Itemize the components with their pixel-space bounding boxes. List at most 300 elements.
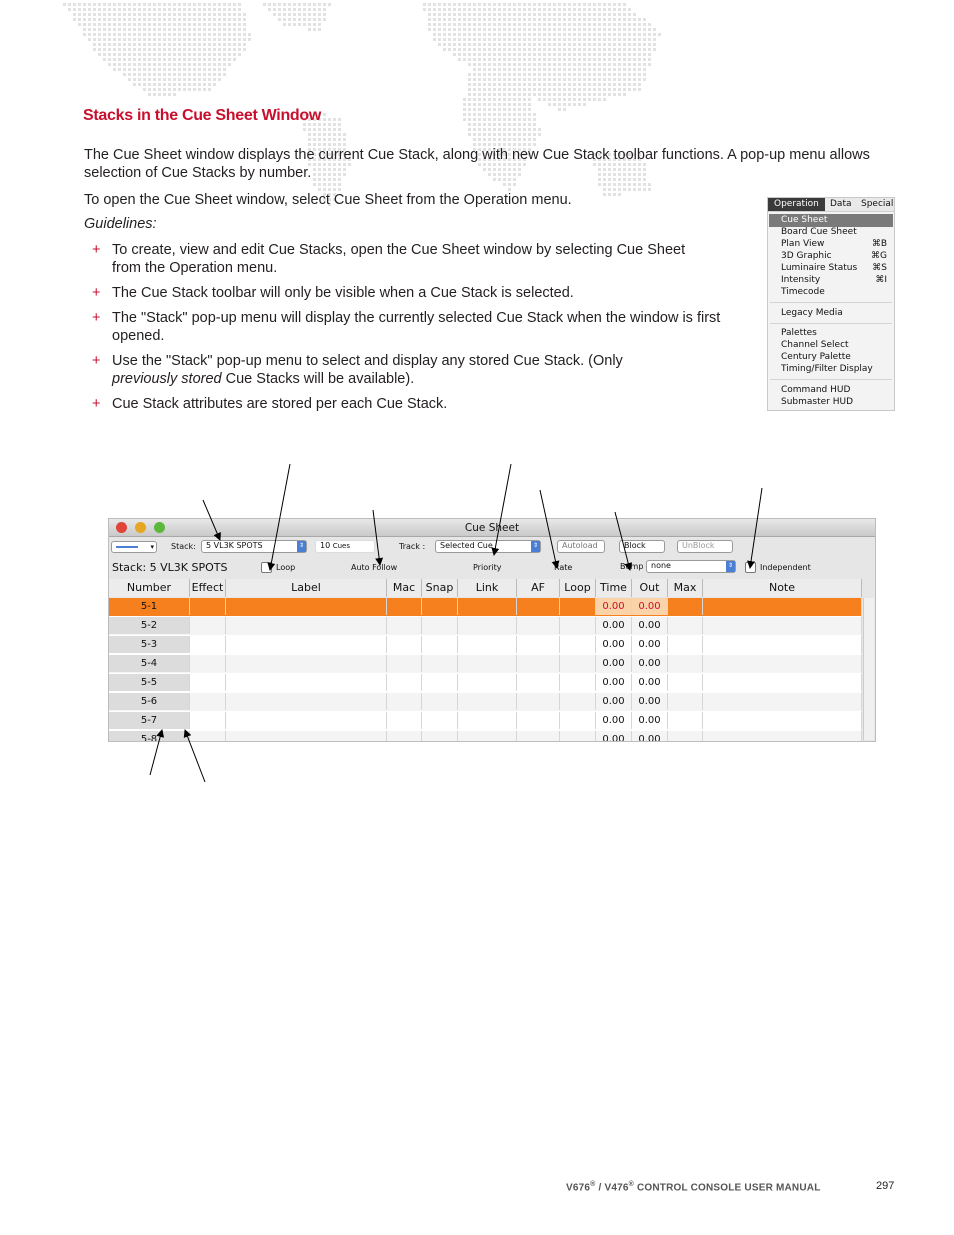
- map-dot: [508, 38, 511, 41]
- cue-cell[interactable]: [458, 617, 517, 634]
- cue-cell[interactable]: [703, 693, 862, 710]
- menu-item-palettes[interactable]: [781, 327, 887, 339]
- table-row[interactable]: [109, 674, 861, 693]
- cue-cell[interactable]: [387, 712, 422, 729]
- cue-cell[interactable]: [517, 712, 560, 729]
- map-dot: [498, 83, 501, 86]
- map-dot: [248, 38, 251, 41]
- map-dot: [523, 113, 526, 116]
- map-dot: [78, 18, 81, 21]
- vertical-scrollbar[interactable]: [863, 598, 874, 740]
- map-dot: [518, 108, 521, 111]
- menu-item-3d-graphic[interactable]: [781, 250, 887, 262]
- auto-follow-label[interactable]: Auto Follow: [351, 563, 398, 572]
- map-dot: [298, 8, 301, 11]
- cue-cell[interactable]: [560, 655, 596, 672]
- map-dot: [593, 78, 596, 81]
- map-dot: [103, 38, 106, 41]
- map-dot: [208, 43, 211, 46]
- map-dot: [518, 133, 521, 136]
- cue-cell[interactable]: [517, 655, 560, 672]
- cue-cell[interactable]: [387, 598, 422, 615]
- map-dot: [238, 33, 241, 36]
- map-dot: [548, 3, 551, 6]
- cue-cell[interactable]: [190, 617, 226, 634]
- cue-cell[interactable]: [668, 731, 703, 742]
- column-header-number[interactable]: Number: [109, 579, 190, 597]
- map-dot: [528, 43, 531, 46]
- table-row[interactable]: [109, 693, 861, 712]
- map-dot: [603, 183, 606, 186]
- cue-time-cell[interactable]: 0.00: [596, 636, 632, 653]
- map-dot: [443, 28, 446, 31]
- cue-cell[interactable]: [560, 598, 596, 615]
- map-dot: [193, 18, 196, 21]
- map-dot: [183, 68, 186, 71]
- map-dot: [163, 8, 166, 11]
- column-header-note[interactable]: Note: [703, 579, 862, 597]
- cue-cell[interactable]: [190, 693, 226, 710]
- map-dot: [318, 23, 321, 26]
- cue-cell[interactable]: [387, 731, 422, 742]
- map-dot: [523, 38, 526, 41]
- cue-cell[interactable]: [458, 598, 517, 615]
- bump-dropdown[interactable]: [646, 560, 736, 573]
- map-dot: [648, 53, 651, 56]
- cue-cell[interactable]: [668, 655, 703, 672]
- map-dot: [543, 38, 546, 41]
- cue-cell[interactable]: [517, 693, 560, 710]
- cue-cell[interactable]: [422, 598, 458, 615]
- map-dot: [538, 18, 541, 21]
- map-dot: [153, 78, 156, 81]
- map-dot: [628, 38, 631, 41]
- cue-cell[interactable]: [190, 636, 226, 653]
- view-options-dropdown[interactable]: [111, 541, 157, 553]
- table-row[interactable]: [109, 617, 861, 636]
- menu-item-board-cue-sheet[interactable]: [781, 226, 887, 238]
- cue-time-cell[interactable]: 0.00: [596, 655, 632, 672]
- map-dot: [133, 58, 136, 61]
- map-dot: [473, 133, 476, 136]
- map-dot: [448, 28, 451, 31]
- cue-cell[interactable]: [387, 655, 422, 672]
- cue-cell[interactable]: [458, 655, 517, 672]
- cue-out-cell[interactable]: 0.00: [632, 636, 668, 653]
- cue-cell[interactable]: [190, 712, 226, 729]
- map-dot: [638, 78, 641, 81]
- map-dot: [183, 3, 186, 6]
- cue-number-cell[interactable]: 5-1: [109, 598, 190, 615]
- menu-item-timing-filter-display[interactable]: [781, 363, 887, 375]
- menu-item-label: Luminaire Status: [781, 263, 858, 273]
- cue-cell[interactable]: [387, 617, 422, 634]
- cue-cell[interactable]: [668, 712, 703, 729]
- cue-out-cell[interactable]: 0.00: [632, 731, 668, 742]
- menu-tab-special[interactable]: Special: [861, 199, 894, 209]
- cue-time-cell[interactable]: 0.00: [596, 731, 632, 742]
- map-dot: [503, 103, 506, 106]
- map-dot: [143, 23, 146, 26]
- map-dot: [608, 33, 611, 36]
- map-dot: [438, 23, 441, 26]
- map-dot: [133, 43, 136, 46]
- cue-cell[interactable]: [422, 636, 458, 653]
- map-dot: [498, 18, 501, 21]
- map-dot: [183, 13, 186, 16]
- cue-out-cell[interactable]: 0.00: [632, 674, 668, 691]
- menu-item-cue-sheet[interactable]: [781, 214, 887, 226]
- map-dot: [208, 68, 211, 71]
- menu-item-century-palette[interactable]: [781, 351, 887, 363]
- map-dot: [318, 133, 321, 136]
- map-dot: [498, 53, 501, 56]
- map-dot: [483, 53, 486, 56]
- map-dot: [568, 103, 571, 106]
- map-dot: [553, 8, 556, 11]
- map-dot: [618, 23, 621, 26]
- menu-tab-data[interactable]: Data: [830, 199, 852, 209]
- cue-number-cell[interactable]: 5-8: [109, 731, 190, 742]
- map-dot: [493, 18, 496, 21]
- cue-cell[interactable]: [226, 693, 387, 710]
- map-dot: [153, 28, 156, 31]
- cue-cell[interactable]: [668, 693, 703, 710]
- loop-checkbox[interactable]: [261, 562, 272, 573]
- map-dot: [183, 58, 186, 61]
- cue-cell[interactable]: [517, 598, 560, 615]
- map-dot: [568, 13, 571, 16]
- map-dot: [623, 18, 626, 21]
- map-dot: [573, 98, 576, 101]
- map-dot: [188, 83, 191, 86]
- cue-cell[interactable]: [458, 674, 517, 691]
- map-dot: [233, 43, 236, 46]
- map-dot: [558, 38, 561, 41]
- map-dot: [243, 43, 246, 46]
- cue-cell[interactable]: [190, 731, 226, 742]
- map-dot: [538, 68, 541, 71]
- map-dot: [503, 38, 506, 41]
- cue-cell[interactable]: [560, 636, 596, 653]
- map-dot: [293, 18, 296, 21]
- cue-cell[interactable]: [560, 731, 596, 742]
- menu-item-intensity[interactable]: [781, 274, 887, 286]
- map-dot: [523, 108, 526, 111]
- map-dot: [223, 18, 226, 21]
- cue-cell[interactable]: [458, 712, 517, 729]
- map-dot: [513, 128, 516, 131]
- map-dot: [528, 48, 531, 51]
- autoload-button[interactable]: [557, 540, 605, 553]
- cue-cell[interactable]: [560, 712, 596, 729]
- priority-label[interactable]: Priority: [473, 563, 502, 572]
- map-dot: [243, 18, 246, 21]
- map-dot: [623, 53, 626, 56]
- cue-number-cell[interactable]: 5-7: [109, 712, 190, 729]
- map-dot: [168, 88, 171, 91]
- map-dot: [478, 108, 481, 111]
- track-dropdown[interactable]: [435, 540, 541, 553]
- map-dot: [113, 18, 116, 21]
- map-dot: [503, 88, 506, 91]
- map-dot: [558, 58, 561, 61]
- table-row[interactable]: [109, 655, 861, 674]
- unblock-button[interactable]: [677, 540, 733, 553]
- cue-cell[interactable]: [422, 655, 458, 672]
- cue-cell[interactable]: [226, 674, 387, 691]
- map-dot: [138, 28, 141, 31]
- cue-out-cell[interactable]: 0.00: [632, 712, 668, 729]
- cue-cell[interactable]: [226, 636, 387, 653]
- cue-cell[interactable]: [226, 655, 387, 672]
- table-row[interactable]: [109, 598, 861, 617]
- cue-cell[interactable]: [703, 712, 862, 729]
- map-dot: [108, 13, 111, 16]
- map-dot: [493, 33, 496, 36]
- cue-cell[interactable]: [703, 617, 862, 634]
- cue-number-cell[interactable]: 5-5: [109, 674, 190, 691]
- cue-time-cell[interactable]: 0.00: [596, 712, 632, 729]
- map-dot: [523, 88, 526, 91]
- map-dot: [338, 183, 341, 186]
- cue-cell[interactable]: [517, 636, 560, 653]
- cue-cell[interactable]: [226, 617, 387, 634]
- chevron-updown-icon: ⇕: [726, 561, 735, 572]
- map-dot: [583, 38, 586, 41]
- map-dot: [543, 33, 546, 36]
- column-header-snap[interactable]: Snap: [422, 579, 458, 597]
- menu-item-command-hud[interactable]: [781, 384, 887, 396]
- map-dot: [128, 68, 131, 71]
- map-dot: [503, 28, 506, 31]
- map-dot: [578, 78, 581, 81]
- independent-label: Independent: [760, 563, 811, 572]
- map-dot: [148, 63, 151, 66]
- menu-item-plan-view[interactable]: [781, 238, 887, 250]
- map-dot: [118, 63, 121, 66]
- table-row[interactable]: [109, 712, 861, 731]
- column-header-link[interactable]: Link: [458, 579, 517, 597]
- cue-cell[interactable]: [517, 731, 560, 742]
- cue-cell[interactable]: [458, 731, 517, 742]
- column-header-label[interactable]: Label: [226, 579, 387, 597]
- column-header-effect[interactable]: Effect: [190, 579, 226, 597]
- column-header-af[interactable]: AF: [517, 579, 560, 597]
- map-dot: [558, 13, 561, 16]
- cue-number-cell[interactable]: 5-6: [109, 693, 190, 710]
- operation-menu: [767, 197, 895, 411]
- cue-time-cell[interactable]: 0.00: [596, 617, 632, 634]
- table-row[interactable]: [109, 636, 861, 655]
- map-dot: [123, 8, 126, 11]
- cue-cell[interactable]: [387, 674, 422, 691]
- map-dot: [523, 93, 526, 96]
- column-header-mac[interactable]: Mac: [387, 579, 422, 597]
- cue-cell[interactable]: [387, 636, 422, 653]
- menu-item-timecode[interactable]: [781, 286, 887, 298]
- map-dot: [463, 103, 466, 106]
- map-dot: [638, 28, 641, 31]
- map-dot: [313, 3, 316, 6]
- map-dot: [498, 73, 501, 76]
- map-dot: [508, 103, 511, 106]
- map-dot: [473, 18, 476, 21]
- column-header-time[interactable]: Time: [596, 579, 632, 597]
- map-dot: [183, 48, 186, 51]
- cue-cell[interactable]: [703, 598, 862, 615]
- cue-cell[interactable]: [422, 617, 458, 634]
- map-dot: [238, 3, 241, 6]
- map-dot: [83, 23, 86, 26]
- map-dot: [543, 18, 546, 21]
- map-dot: [478, 98, 481, 101]
- map-dot: [148, 33, 151, 36]
- map-dot: [468, 78, 471, 81]
- column-header-max[interactable]: Max: [668, 579, 703, 597]
- map-dot: [328, 133, 331, 136]
- map-dot: [468, 98, 471, 101]
- cue-cell[interactable]: [668, 598, 703, 615]
- map-dot: [573, 93, 576, 96]
- map-dot: [493, 83, 496, 86]
- map-dot: [328, 118, 331, 121]
- cue-cell[interactable]: [387, 693, 422, 710]
- menu-item-submaster-hud[interactable]: [781, 396, 887, 408]
- cue-out-cell[interactable]: 0.00: [632, 598, 668, 615]
- map-dot: [528, 113, 531, 116]
- map-dot: [633, 63, 636, 66]
- map-dot: [618, 53, 621, 56]
- cue-number-cell[interactable]: 5-4: [109, 655, 190, 672]
- cue-cell[interactable]: [668, 674, 703, 691]
- map-dot: [543, 53, 546, 56]
- map-dot: [493, 133, 496, 136]
- map-dot: [613, 73, 616, 76]
- table-row[interactable]: [109, 731, 861, 742]
- menu-item-luminaire-status[interactable]: [781, 262, 887, 274]
- cue-cell[interactable]: [226, 731, 387, 742]
- map-dot: [473, 128, 476, 131]
- map-dot: [163, 63, 166, 66]
- block-button[interactable]: [619, 540, 665, 553]
- cue-out-cell[interactable]: 0.00: [632, 617, 668, 634]
- cue-cell[interactable]: [703, 731, 862, 742]
- map-dot: [588, 23, 591, 26]
- map-dot: [193, 68, 196, 71]
- map-dot: [158, 33, 161, 36]
- menu-separator: [770, 379, 892, 380]
- map-dot: [553, 88, 556, 91]
- cue-cell[interactable]: [458, 693, 517, 710]
- cue-cell[interactable]: [226, 598, 387, 615]
- cue-out-cell[interactable]: 0.00: [632, 655, 668, 672]
- cue-cell[interactable]: [458, 636, 517, 653]
- column-header-loop[interactable]: Loop: [560, 579, 596, 597]
- cue-number-cell[interactable]: 5-3: [109, 636, 190, 653]
- cue-cell[interactable]: [560, 674, 596, 691]
- map-dot: [478, 23, 481, 26]
- cue-cell[interactable]: [703, 655, 862, 672]
- cue-cell[interactable]: [422, 712, 458, 729]
- map-dot: [133, 28, 136, 31]
- cue-cell[interactable]: [190, 598, 226, 615]
- map-dot: [158, 13, 161, 16]
- menu-item-legacy-media[interactable]: [781, 307, 887, 319]
- map-dot: [578, 73, 581, 76]
- independent-checkbox[interactable]: [745, 562, 756, 573]
- cue-cell[interactable]: [190, 655, 226, 672]
- map-dot: [583, 8, 586, 11]
- map-dot: [223, 33, 226, 36]
- rate-label[interactable]: Rate: [554, 563, 573, 572]
- map-dot: [543, 93, 546, 96]
- menu-item-channel-select[interactable]: [781, 339, 887, 351]
- map-dot: [458, 3, 461, 6]
- cue-cell[interactable]: [190, 674, 226, 691]
- map-dot: [538, 78, 541, 81]
- map-dot: [608, 88, 611, 91]
- map-dot: [173, 83, 176, 86]
- cue-cell[interactable]: [422, 731, 458, 742]
- map-dot: [233, 18, 236, 21]
- map-dot: [118, 43, 121, 46]
- map-dot: [128, 3, 131, 6]
- map-dot: [223, 68, 226, 71]
- map-dot: [518, 88, 521, 91]
- cue-cell[interactable]: [422, 693, 458, 710]
- cue-out-cell[interactable]: 0.00: [632, 693, 668, 710]
- map-dot: [208, 28, 211, 31]
- map-dot: [168, 58, 171, 61]
- column-header-out[interactable]: Out: [632, 579, 668, 597]
- map-dot: [488, 48, 491, 51]
- map-dot: [448, 13, 451, 16]
- cue-time-cell[interactable]: 0.00: [596, 674, 632, 691]
- map-dot: [628, 83, 631, 86]
- map-dot: [213, 33, 216, 36]
- map-dot: [458, 8, 461, 11]
- menu-tab-operation[interactable]: Operation: [768, 198, 825, 211]
- cue-cell[interactable]: [703, 636, 862, 653]
- cue-cell[interactable]: [517, 674, 560, 691]
- cue-cell[interactable]: [560, 693, 596, 710]
- map-dot: [578, 18, 581, 21]
- cue-time-cell[interactable]: 0.00: [596, 693, 632, 710]
- stack-dropdown[interactable]: [201, 540, 307, 553]
- map-dot: [453, 23, 456, 26]
- open-text-mid: from the: [402, 192, 464, 208]
- cue-cell[interactable]: [226, 712, 387, 729]
- map-dot: [193, 33, 196, 36]
- cue-cell[interactable]: [668, 617, 703, 634]
- cue-cell[interactable]: [517, 617, 560, 634]
- cue-number-cell[interactable]: 5-2: [109, 617, 190, 634]
- map-dot: [538, 98, 541, 101]
- map-dot: [178, 18, 181, 21]
- cue-cell[interactable]: [560, 617, 596, 634]
- cue-cell[interactable]: [703, 674, 862, 691]
- cue-cell[interactable]: [668, 636, 703, 653]
- map-dot: [563, 98, 566, 101]
- map-dot: [268, 3, 271, 6]
- cue-cell[interactable]: [422, 674, 458, 691]
- map-dot: [438, 13, 441, 16]
- map-dot: [148, 3, 151, 6]
- map-dot: [523, 83, 526, 86]
- map-dot: [198, 63, 201, 66]
- cue-time-cell[interactable]: 0.00: [596, 598, 632, 615]
